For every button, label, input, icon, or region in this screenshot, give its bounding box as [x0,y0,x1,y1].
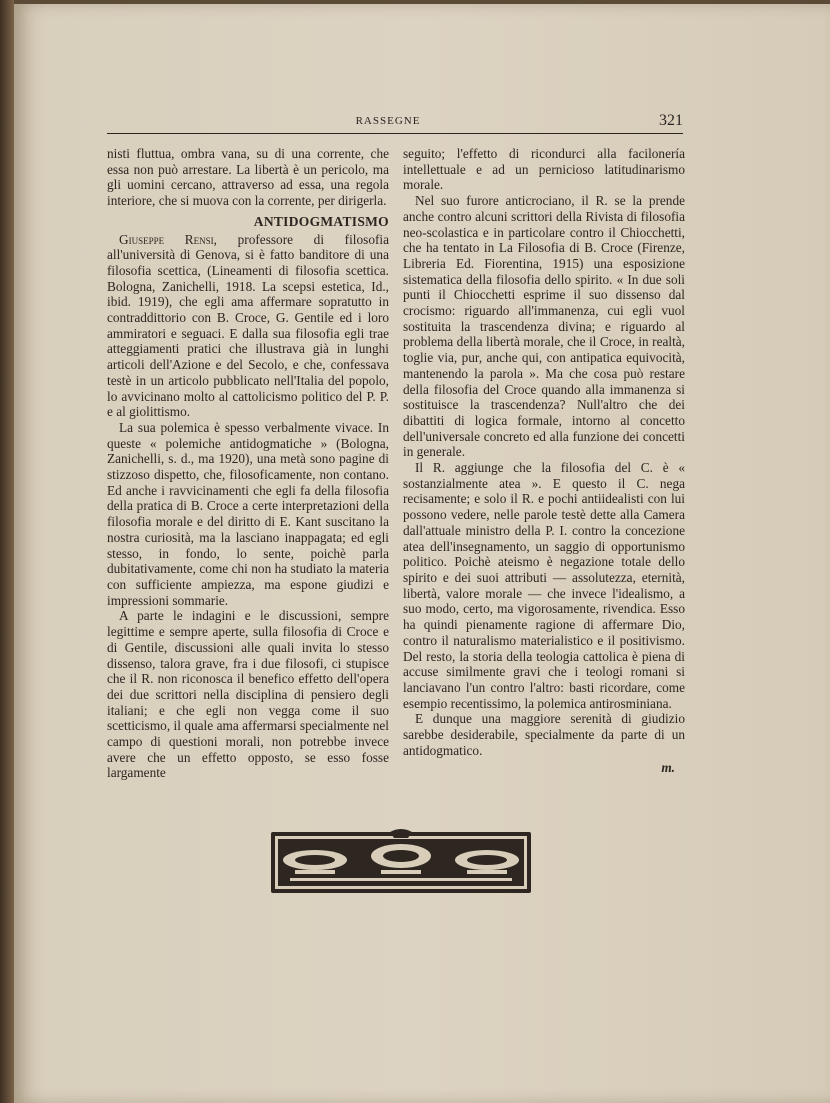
book-edge [0,0,14,1103]
section-title: RASSEGNE [355,115,421,127]
paragraph-text: professore di filosofia all'università di Genova, si è fatto banditore di una filosofia scettica, (Lineamenti di filosofia scettica. Bologna, Zanichelli, 1918. La scepsi estetica, Id., ibid. 1919), che egli ama affermare sopratutto in contraddittorio con B. Croce, G. Gentile ed i loro ammiratori e seguaci. E dalla sua filosofia egli trae atteggiamenti pratici che illustrava già in lunghi articoli dell'Azione e del Secolo, e che, confessava testè in un articolo pubblicato nell'Italia del popolo, lo avvicinano molto al cattolicismo politico del P. P. e al giolittismo. [107,231,389,420]
header-rule [107,133,683,134]
author-signature: m. [661,760,675,776]
paragraph: E dunque una maggiore serenità di giudizio sarebbe desiderabile, specialmente da parte di un antidogmatico. [403,711,685,758]
running-header [93,112,683,134]
paragraph: A parte le indagini e le discussioni, sempre legittime e sempre aperte, sulla filosofia di Croce e di Gentile, discussioni alle quali invita lo stesso dissenso, talora grave, fra i due filosofi, ci stupisce che il R. non riconosca il benefico effetto dell'opera dei due scrittori nella disciplina di pensiero degli italiani; e che egli non vegga come il suo scetticismo, il quale ama affermarsi specialmente nel campo di questioni morali, non potrebbe invece avere che un effetto opposto, se esso fosse largamente [107,608,389,781]
paragraph: Il R. aggiunge che la filosofia del C. è « sostanzialmente atea ». E questo il C. nega recisamente; e solo il R. e pochi antiidealisti con lui possono vedere, nelle parole testè dette alla Camera dall'attuale ministro della P. I. contro la concezione atea dell'insegnamento, un saggio di opportunismo politico. Poichè ateismo è negazione totale dello spirito e dei suoi attributi — assolutezza, eternità, libertà, valore morale — che invece l'idealismo, a suo modo, certo, ma vigorosamente, rivendica. Esso ha quindi pienamente ragione di affermare Dio, contro il naturalismo materialistico e il positivismo. Del resto, la storia della teologia cattolica è piena di accuse similmente gravi che i teologi romani si lanciavano l'un contro l'altro: basti ricordare, come esempio recentissimo, la polemica antirosminiana. [403,460,685,711]
paragraph: seguito; l'effetto di ricondurci alla facilonería intellettuale e ad un pernicioso latitudinarismo morale. [403,146,685,193]
article-heading: ANTIDOGMATISMO [253,213,389,229]
paragraph [107,232,389,420]
paragraph: nisti fluttua, ombra vana, su di una corrente, che essa non può arrestare. La libertà è un pericolo, ma gli uomini cercano, attraverso ad essa, una regola interiore, che si muova con la corrente, per dirigerla. [107,146,389,209]
page-number: 321 [659,112,683,129]
decorative-vase-ornament-icon [270,826,532,894]
right-column [403,146,685,776]
paragraph: Nel suo furore anticrociano, il R. se la prende anche contro alcuni scrittori della Rivista di filosofia neo-scolastica e in particolare contro il Chiocchetti, che ha tentato in La Filosofia di B. Croce (Firenze, Libreria Ed. Fiorentina, 1915) una esposizione sistematica della filosofia dello spirito. « In due soli punti il Chiocchetti esprime il suo dissenso dal crocismo: riguardo all'immanenza, cui egli vuol sostituita la trascendenza divina; e riguardo al problema della libertà morale, che il Croce, in realtà, toglie via, pur, anche qui, con antipatica equivocità, mantenendo la parola ». Ma che cosa può restare della filosofia del Croce quando alla immanenza si sostituisce la trascendenza? Null'altro che dei dibattiti di logica formale, intorno al concetto dell'universale concreto ed alla funzione dei concetti in generale. [403,193,685,460]
author-name: Giuseppe Rensi, [119,231,217,247]
paragraph: La sua polemica è spesso verbalmente vivace. In queste « polemiche antidogmatiche » (Bologna, Zanichelli, s. d., ma 1920), una metà sono pagine di stizzoso dispetto, che, filosoficamente, non contano. Ed anche i ravvicinamenti che egli fa della filosofia della pratica di B. Croce a certe interpretazioni della filosofia morale e del diritto di E. Kant suscitano la nostra curiosità, ma la lasciano inappagata; ed egli stesso, in fondo, lo sente, poichè parla dubitativamente, come chi non ha studiato la materia con sufficiente ampiezza, ma espone giudizi e impressioni sommarie. [107,419,389,608]
left-column [107,146,389,781]
